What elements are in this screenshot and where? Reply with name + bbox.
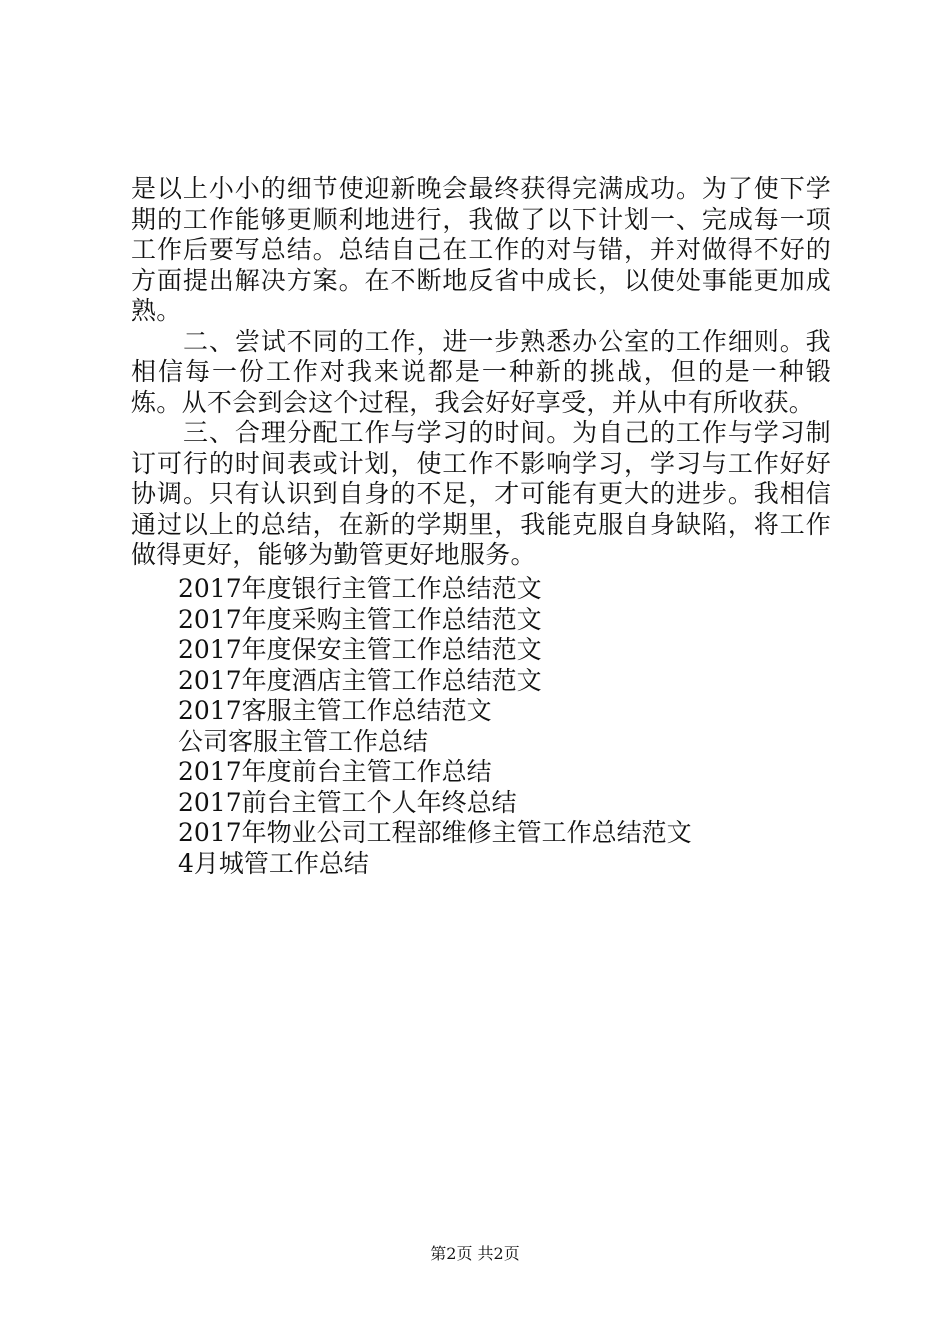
related-article-link[interactable]: 2017年度酒店主管工作总结范文 [178, 665, 542, 695]
related-article-link[interactable]: 2017年度保安主管工作总结范文 [178, 635, 542, 664]
related-article-link[interactable]: 2017年度前台主管工作总结 [178, 757, 492, 786]
related-articles-list [178, 574, 692, 879]
related-article-link[interactable]: 2017年度银行主管工作总结范文 [178, 574, 542, 603]
paragraph-continuation: 是以上小小的细节使迎新晚会最终获得完满成功。为了使下学期的工作能够更顺利地进行，我做了以下计划一、完成每一项工作后要写总结。总结自己在工作的对与错，并对做得不好的方面提出解决方案。在不断地反省中成长，以使处事能更加成熟。 [131, 174, 831, 325]
related-article-link[interactable]: 公司客服主管工作总结 [178, 726, 429, 756]
paragraph-plan-three: 三、合理分配工作与学习的时间。为自己的工作与学习制订可行的时间表或计划，使工作不影响学习，学习与工作好好协调。只有认识到自身的不足，才可能有更大的进步。我相信通过以上的总结，在新的学期里，我能克服自身缺陷，将工作做得更好，能够为勤管更好地服务。 [131, 418, 831, 569]
related-article-link[interactable]: 2017客服主管工作总结范文 [178, 696, 492, 725]
page-number-footer: 第2页 共2页 [430, 1244, 520, 1263]
paragraph-plan-two: 二、尝试不同的工作，进一步熟悉办公室的工作细则。我相信每一份工作对我来说都是一种新的挑战，但的是一种锻炼。从不会到会这个过程，我会好好享受，并从中有所收获。 [131, 326, 831, 417]
document-body [131, 174, 831, 571]
related-article-link[interactable]: 2017年度采购主管工作总结范文 [178, 604, 542, 634]
related-article-link[interactable]: 4月城管工作总结 [178, 848, 369, 878]
related-article-link[interactable]: 2017年物业公司工程部维修主管工作总结范文 [178, 818, 692, 847]
related-article-link[interactable]: 2017前台主管工个人年终总结 [178, 787, 517, 817]
